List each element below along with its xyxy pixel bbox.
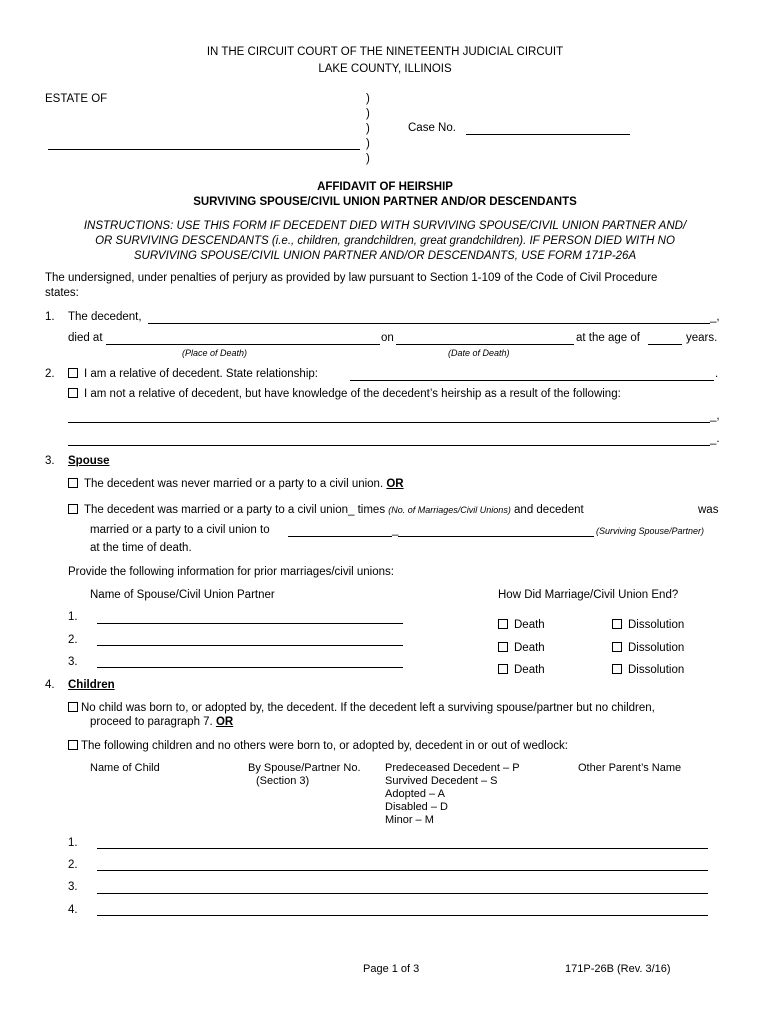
not-relative-checkbox[interactable] [68,388,78,398]
prior-spouse-field[interactable] [97,623,403,624]
death-checkbox[interactable] [498,664,508,674]
underscore-mark: _ [392,524,399,536]
relative-label: I am a relative of decedent. State relationship: [84,368,318,380]
no-child-checkbox[interactable] [68,702,78,712]
section-4-number: 4. [45,679,55,691]
death-checkbox[interactable] [498,619,508,629]
date-of-death-field[interactable] [396,344,574,345]
decedent-label: The decedent, [68,311,142,323]
dissolution-label: Dissolution [628,664,685,676]
and-decedent-label: and decedent [514,504,584,516]
col-other-parent: Other Parent’s Name [578,762,682,774]
place-of-death-caption: (Place of Death) [182,348,248,358]
dissolution-checkbox[interactable] [612,664,622,674]
was-label: was [698,504,719,516]
prior-row-number: 3. [68,656,78,668]
status-legend: Adopted – A [385,788,445,800]
married-to-label: married or a party to a civil union to [90,524,270,536]
intro-text: The undersigned, under penalties of perjury as provided by law pursuant to Section 1-109 of the Code of Civil Procedure [45,272,658,284]
age-label: at the age of [576,332,640,344]
death-label: Death [514,664,545,676]
dissolution-option[interactable] [612,664,684,676]
period-mark: . [715,368,719,380]
caption-paren: ) [366,123,370,135]
surviving-caption: (Surviving Spouse/Partner) [596,526,705,536]
death-label: Death [514,619,545,631]
dissolution-option[interactable] [612,642,684,654]
status-legend: Minor – M [385,814,434,826]
death-option[interactable] [498,642,545,654]
years-label: years. [686,332,718,344]
child-row-field[interactable] [97,893,708,894]
death-label: Death [514,642,545,654]
child-row-field[interactable] [97,915,708,916]
section-2-number: 2. [45,368,55,380]
how-ended-header: How Did Marriage/Civil Union End? [498,589,679,601]
col-by-spouse-sub: (Section 3) [256,775,310,787]
col-name-of-child: Name of Child [90,762,160,774]
married-label: The decedent was married or a party to a civil union [84,504,348,516]
following-children-checkbox[interactable] [68,740,78,750]
prior-spouse-field[interactable] [97,667,403,668]
instructions-line: INSTRUCTIONS: USE THIS FORM IF DECEDENT DIED WITH SURVIVING SPOUSE/CIVIL UNION PARTNER AND/ [83,220,687,232]
child-row-number: 2. [68,859,78,871]
provide-info-label: Provide the following information for prior marriages/civil unions: [68,566,394,578]
child-row-number: 1. [68,837,78,849]
or-label: OR [215,716,234,728]
dissolution-label: Dissolution [628,642,685,654]
death-option[interactable] [498,619,545,631]
no-child-continuation [90,716,233,728]
prior-row-number: 1. [68,611,78,623]
estate-name-field[interactable] [48,149,360,150]
comma-mark: , [716,311,720,323]
county-name: LAKE COUNTY, ILLINOIS [318,63,452,75]
dissolution-option[interactable] [612,619,684,631]
estate-of-label: ESTATE OF [45,93,108,105]
intro-text: states: [45,287,79,299]
died-at-label: died at [68,332,103,344]
caption-paren: ) [366,138,370,150]
never-married-checkbox[interactable] [68,478,78,488]
not-relative-label: I am not a relative of decedent, but have knowledge of the decedent’s heirship as a result of the following: [84,388,621,400]
status-legend: Survived Decedent – S [385,775,498,787]
page-number: Page 1 of 3 [363,963,420,975]
knowledge-field[interactable] [68,422,710,423]
dissolution-checkbox[interactable] [612,642,622,652]
time-of-death-label: at the time of death. [90,542,192,554]
death-option[interactable] [498,664,545,676]
form-title: AFFIDAVIT OF HEIRSHIP [317,181,453,193]
instructions-line: SURVIVING SPOUSE/CIVIL UNION PARTNER AND/OR DESCENDANTS, USE FORM 171P-26A [133,250,637,262]
following-children-option[interactable] [68,740,568,752]
prior-spouse-field[interactable] [97,645,403,646]
comma-mark: , [716,410,720,422]
proceed-label: proceed to paragraph 7. [90,716,213,728]
form-number: 171P-26B (Rev. 3/16) [565,963,671,975]
court-name: IN THE CIRCUIT COURT OF THE NINETEENTH JUDICIAL CIRCUIT [206,46,564,58]
married-option[interactable] [68,504,584,516]
decedent-name-field[interactable] [148,323,710,324]
spouse-number-field[interactable] [288,536,392,537]
prior-row-number: 2. [68,634,78,646]
caption-paren: ) [366,93,370,105]
decedent-line-end [710,311,720,323]
no-child-label: No child was born to, or adopted by, the decedent. If the decedent left a surviving spouse/partner but no children, [81,702,655,714]
times-caption: (No. of Marriages/Civil Unions) [388,505,511,515]
spouse-name-header: Name of Spouse/Civil Union Partner [90,589,275,601]
death-checkbox[interactable] [498,642,508,652]
underscore-mark: _ [710,311,717,323]
relative-option[interactable] [68,368,318,380]
status-legend: Predeceased Decedent – P [385,762,520,774]
status-legend: Disabled – D [385,801,448,813]
underscore-mark: _ [710,433,717,445]
relationship-field[interactable] [350,380,714,381]
knowledge-field[interactable] [68,445,710,446]
child-row-field[interactable] [97,870,708,871]
surviving-spouse-field[interactable] [398,536,594,537]
date-of-death-caption: (Date of Death) [448,348,510,358]
following-children-label: The following children and no others were born to, or adopted by, decedent in or out of wedlock: [81,740,568,752]
period-mark: . [716,433,720,445]
child-row-number: 3. [68,881,78,893]
relative-checkbox[interactable] [68,368,78,378]
spouse-heading: Spouse [68,455,110,467]
dissolution-checkbox[interactable] [612,619,622,629]
or-label: OR [386,478,404,490]
place-of-death-field[interactable] [106,344,380,345]
children-heading: Children [68,679,115,691]
section-3-number: 3. [45,455,55,467]
age-field[interactable] [648,344,682,345]
dissolution-label: Dissolution [628,619,685,631]
never-married-label: The decedent was never married or a party to a civil union. [84,478,384,490]
section-1-number: 1. [45,311,55,323]
married-checkbox[interactable] [68,504,78,514]
times-label: _ times [348,504,386,516]
knowledge-line-end [710,433,720,445]
caption-paren: ) [366,153,370,165]
not-relative-option[interactable] [68,388,621,400]
caption-paren: ) [366,108,370,120]
underscore-mark: _ [710,410,717,422]
child-row-field[interactable] [97,848,708,849]
case-no-field[interactable] [466,134,630,135]
child-row-number: 4. [68,904,78,916]
case-no-label: Case No. [408,122,456,134]
knowledge-line-end [710,410,720,422]
on-label: on [381,332,394,344]
instructions-line: OR SURVIVING DESCENDANTS (i.e., children, grandchildren, great grandchildren). IF PERSON DIED WITH NO [95,235,675,247]
never-married-option[interactable] [68,478,404,490]
form-subtitle: SURVIVING SPOUSE/CIVIL UNION PARTNER AND/OR DESCENDANTS [193,196,577,208]
no-child-option[interactable] [68,702,655,714]
col-by-spouse: By Spouse/Partner No. [248,762,361,774]
